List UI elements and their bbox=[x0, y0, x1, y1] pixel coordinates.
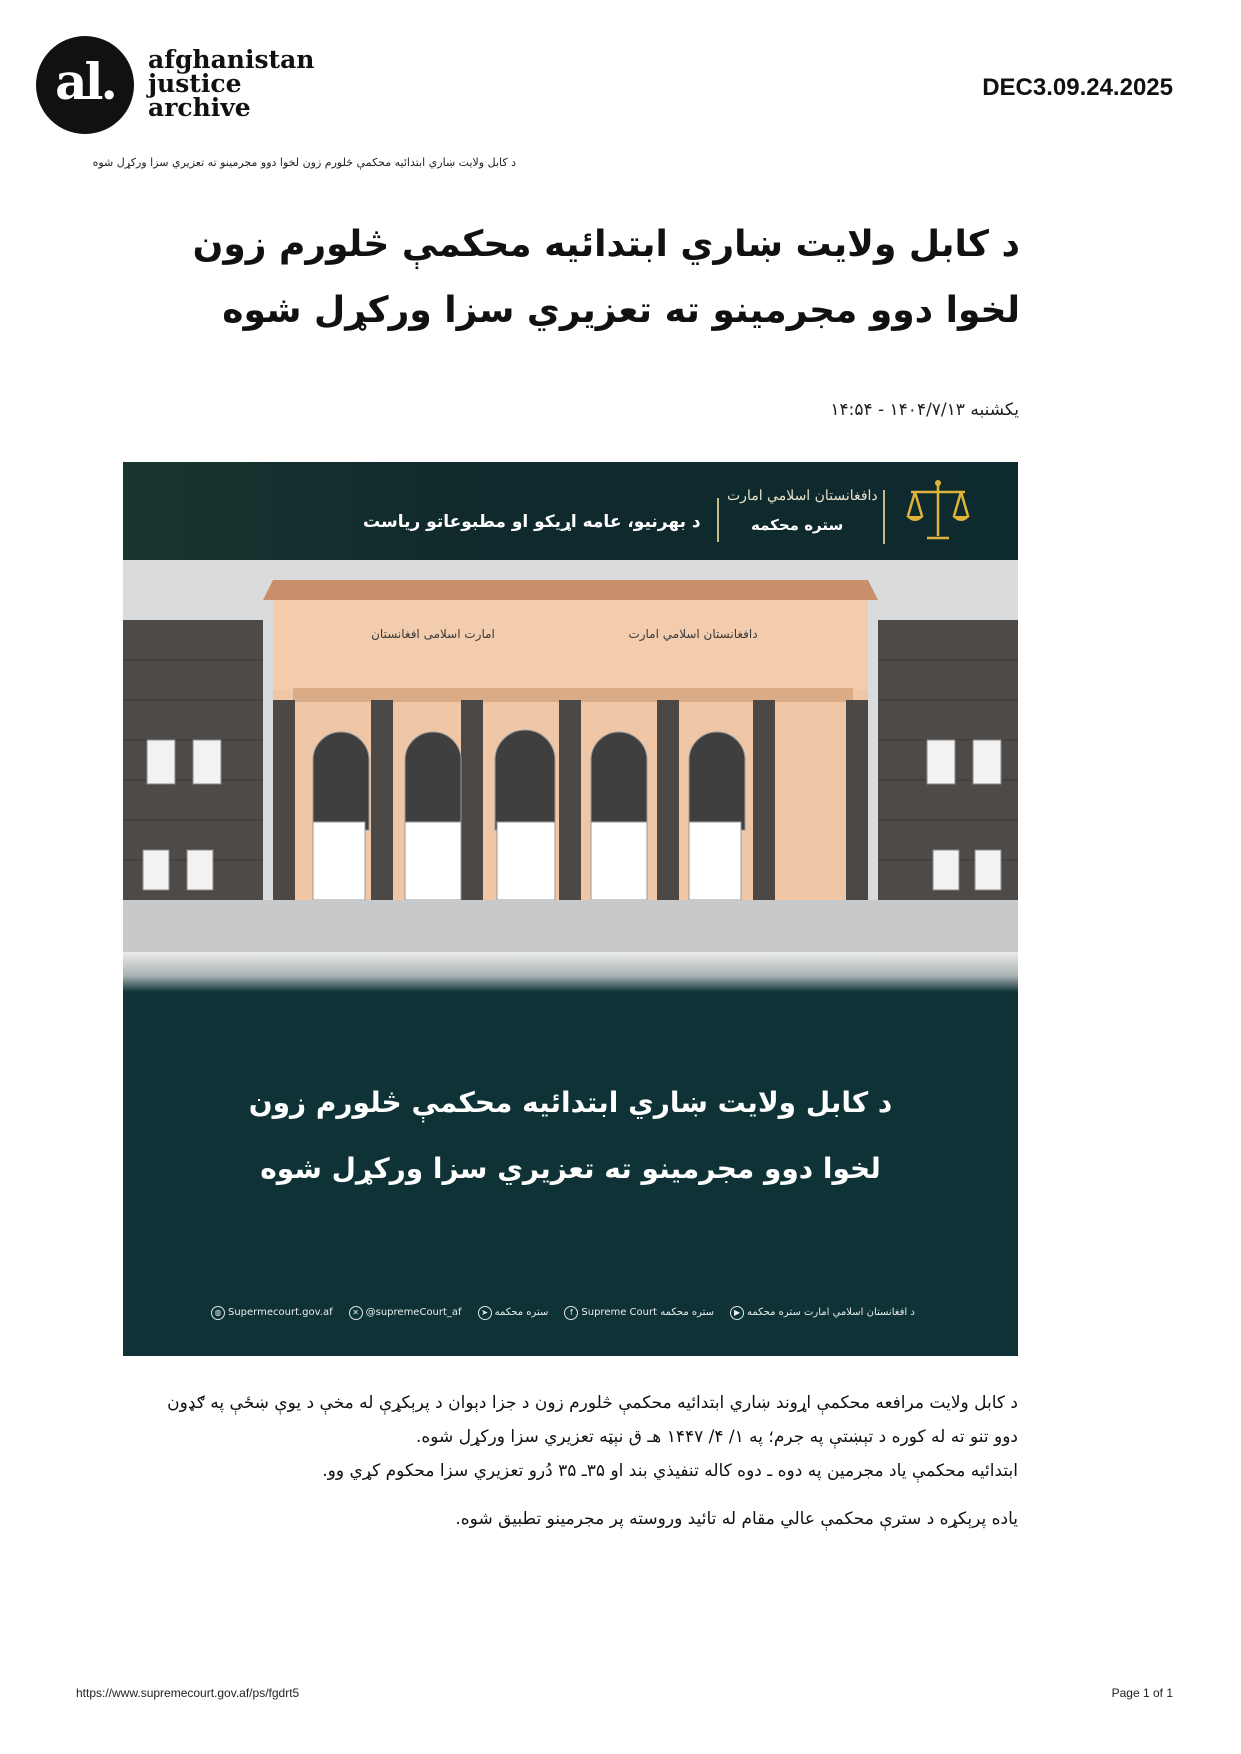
logo-wordmark bbox=[148, 45, 315, 122]
social-item bbox=[349, 1306, 462, 1320]
court-building-photo bbox=[123, 560, 1018, 952]
social-item bbox=[211, 1306, 333, 1320]
youtube-icon: ▶ bbox=[730, 1306, 744, 1320]
hero-caption-line: د کابل ولایت ښاري ابتدائیه محکمې څلورم زون bbox=[248, 1086, 893, 1119]
hero-court-name: ستره محکمه bbox=[751, 516, 844, 534]
source-url[interactable]: https://www.supremecourt.gov.af/ps/fgdrt5 bbox=[76, 1686, 300, 1700]
social-text: ستره محکمه bbox=[494, 1307, 549, 1318]
article-date: یکشنبه ۱۴۰۴/۷/۱۳ - ۱۴:۵۴ bbox=[830, 400, 1019, 420]
social-item bbox=[730, 1306, 915, 1320]
social-text: د افغانستان اسلامي امارت ستره محکمه bbox=[747, 1307, 915, 1318]
running-title: د کابل ولایت ښاري ابتدائیه محکمې څلورم زون لخوا دوو مجرمینو ته تعزیري سزا ورکړل شوه bbox=[92, 156, 516, 169]
image-band bbox=[123, 952, 1018, 992]
article-headline: د کابل ولایت ښاري ابتدائیه محکمې څلورم زون لخوا دوو مجرمینو ته تعزیري سزا ورکړل شوه bbox=[192, 224, 1020, 331]
page-number: Page 1 of 1 bbox=[1111, 1686, 1173, 1700]
social-item bbox=[564, 1306, 714, 1320]
logo-word: justice bbox=[148, 69, 242, 98]
social-links-strip bbox=[211, 1306, 931, 1320]
divider bbox=[717, 498, 719, 542]
social-text: Supermecourt.gov.af bbox=[228, 1307, 333, 1318]
scales-of-justice-icon bbox=[903, 476, 973, 546]
logo-word: afghanistan bbox=[148, 45, 315, 74]
globe-icon: ◍ bbox=[211, 1306, 225, 1320]
hero-court-calligraphy: دافغانستان اسلامي امارت bbox=[727, 488, 878, 504]
article-paragraph: ابتدائیه محکمې یاد مجرمین په دوه ـ دوه کاله تنفیذي بند او ۳۵ـ ۳۵ دُرو تعزیري سزا محکوم کړي وو. bbox=[322, 1461, 1018, 1481]
facebook-icon: f bbox=[564, 1306, 578, 1320]
x-icon: ✕ bbox=[349, 1306, 363, 1320]
hero-banner bbox=[123, 462, 1018, 560]
building-sign-left: امارت اسلامی افغانستان bbox=[371, 627, 495, 641]
article-body bbox=[140, 1386, 1018, 1536]
document-id: DEC3.09.24.2025 bbox=[982, 74, 1173, 101]
hero-caption-line: لخوا دوو مجرمینو ته تعزیري سزا ورکړل شوه bbox=[260, 1152, 881, 1185]
social-text: @supremeCourt_af bbox=[365, 1307, 462, 1318]
social-text: Supreme Court ستره محکمه bbox=[581, 1307, 715, 1318]
divider bbox=[883, 490, 885, 544]
logo-mark: al. bbox=[55, 52, 115, 111]
hero-image bbox=[123, 462, 1018, 1356]
article-paragraph: د کابل ولایت مرافعه محکمې اړوند ښاري ابتدائیه محکمې څلورم زون د جزا دېوان د پرېکړې له مخې د یوې ښځې په ګډون دوو تنو ته له کوره د تېښتې په جرم؛ په ۱/ ۴/ ۱۴۴۷ هـ ق نېټه تعزیري سزا ورکړل شوه. bbox=[167, 1393, 1018, 1447]
telegram-icon: ➤ bbox=[478, 1306, 492, 1320]
article-paragraph: یاده پرېکړه د سترې محکمې عالي مقام له تائید وروسته پر مجرمینو تطبیق شوه. bbox=[455, 1509, 1018, 1529]
hero-department: د بهرنیو، عامه اړیکو او مطبوعاتو ریاست bbox=[363, 512, 701, 532]
logo-word: archive bbox=[148, 93, 251, 122]
building-sign-right: دافغانستان اسلامي امارت bbox=[628, 627, 758, 641]
social-item bbox=[478, 1306, 549, 1320]
archive-logo bbox=[36, 36, 134, 134]
